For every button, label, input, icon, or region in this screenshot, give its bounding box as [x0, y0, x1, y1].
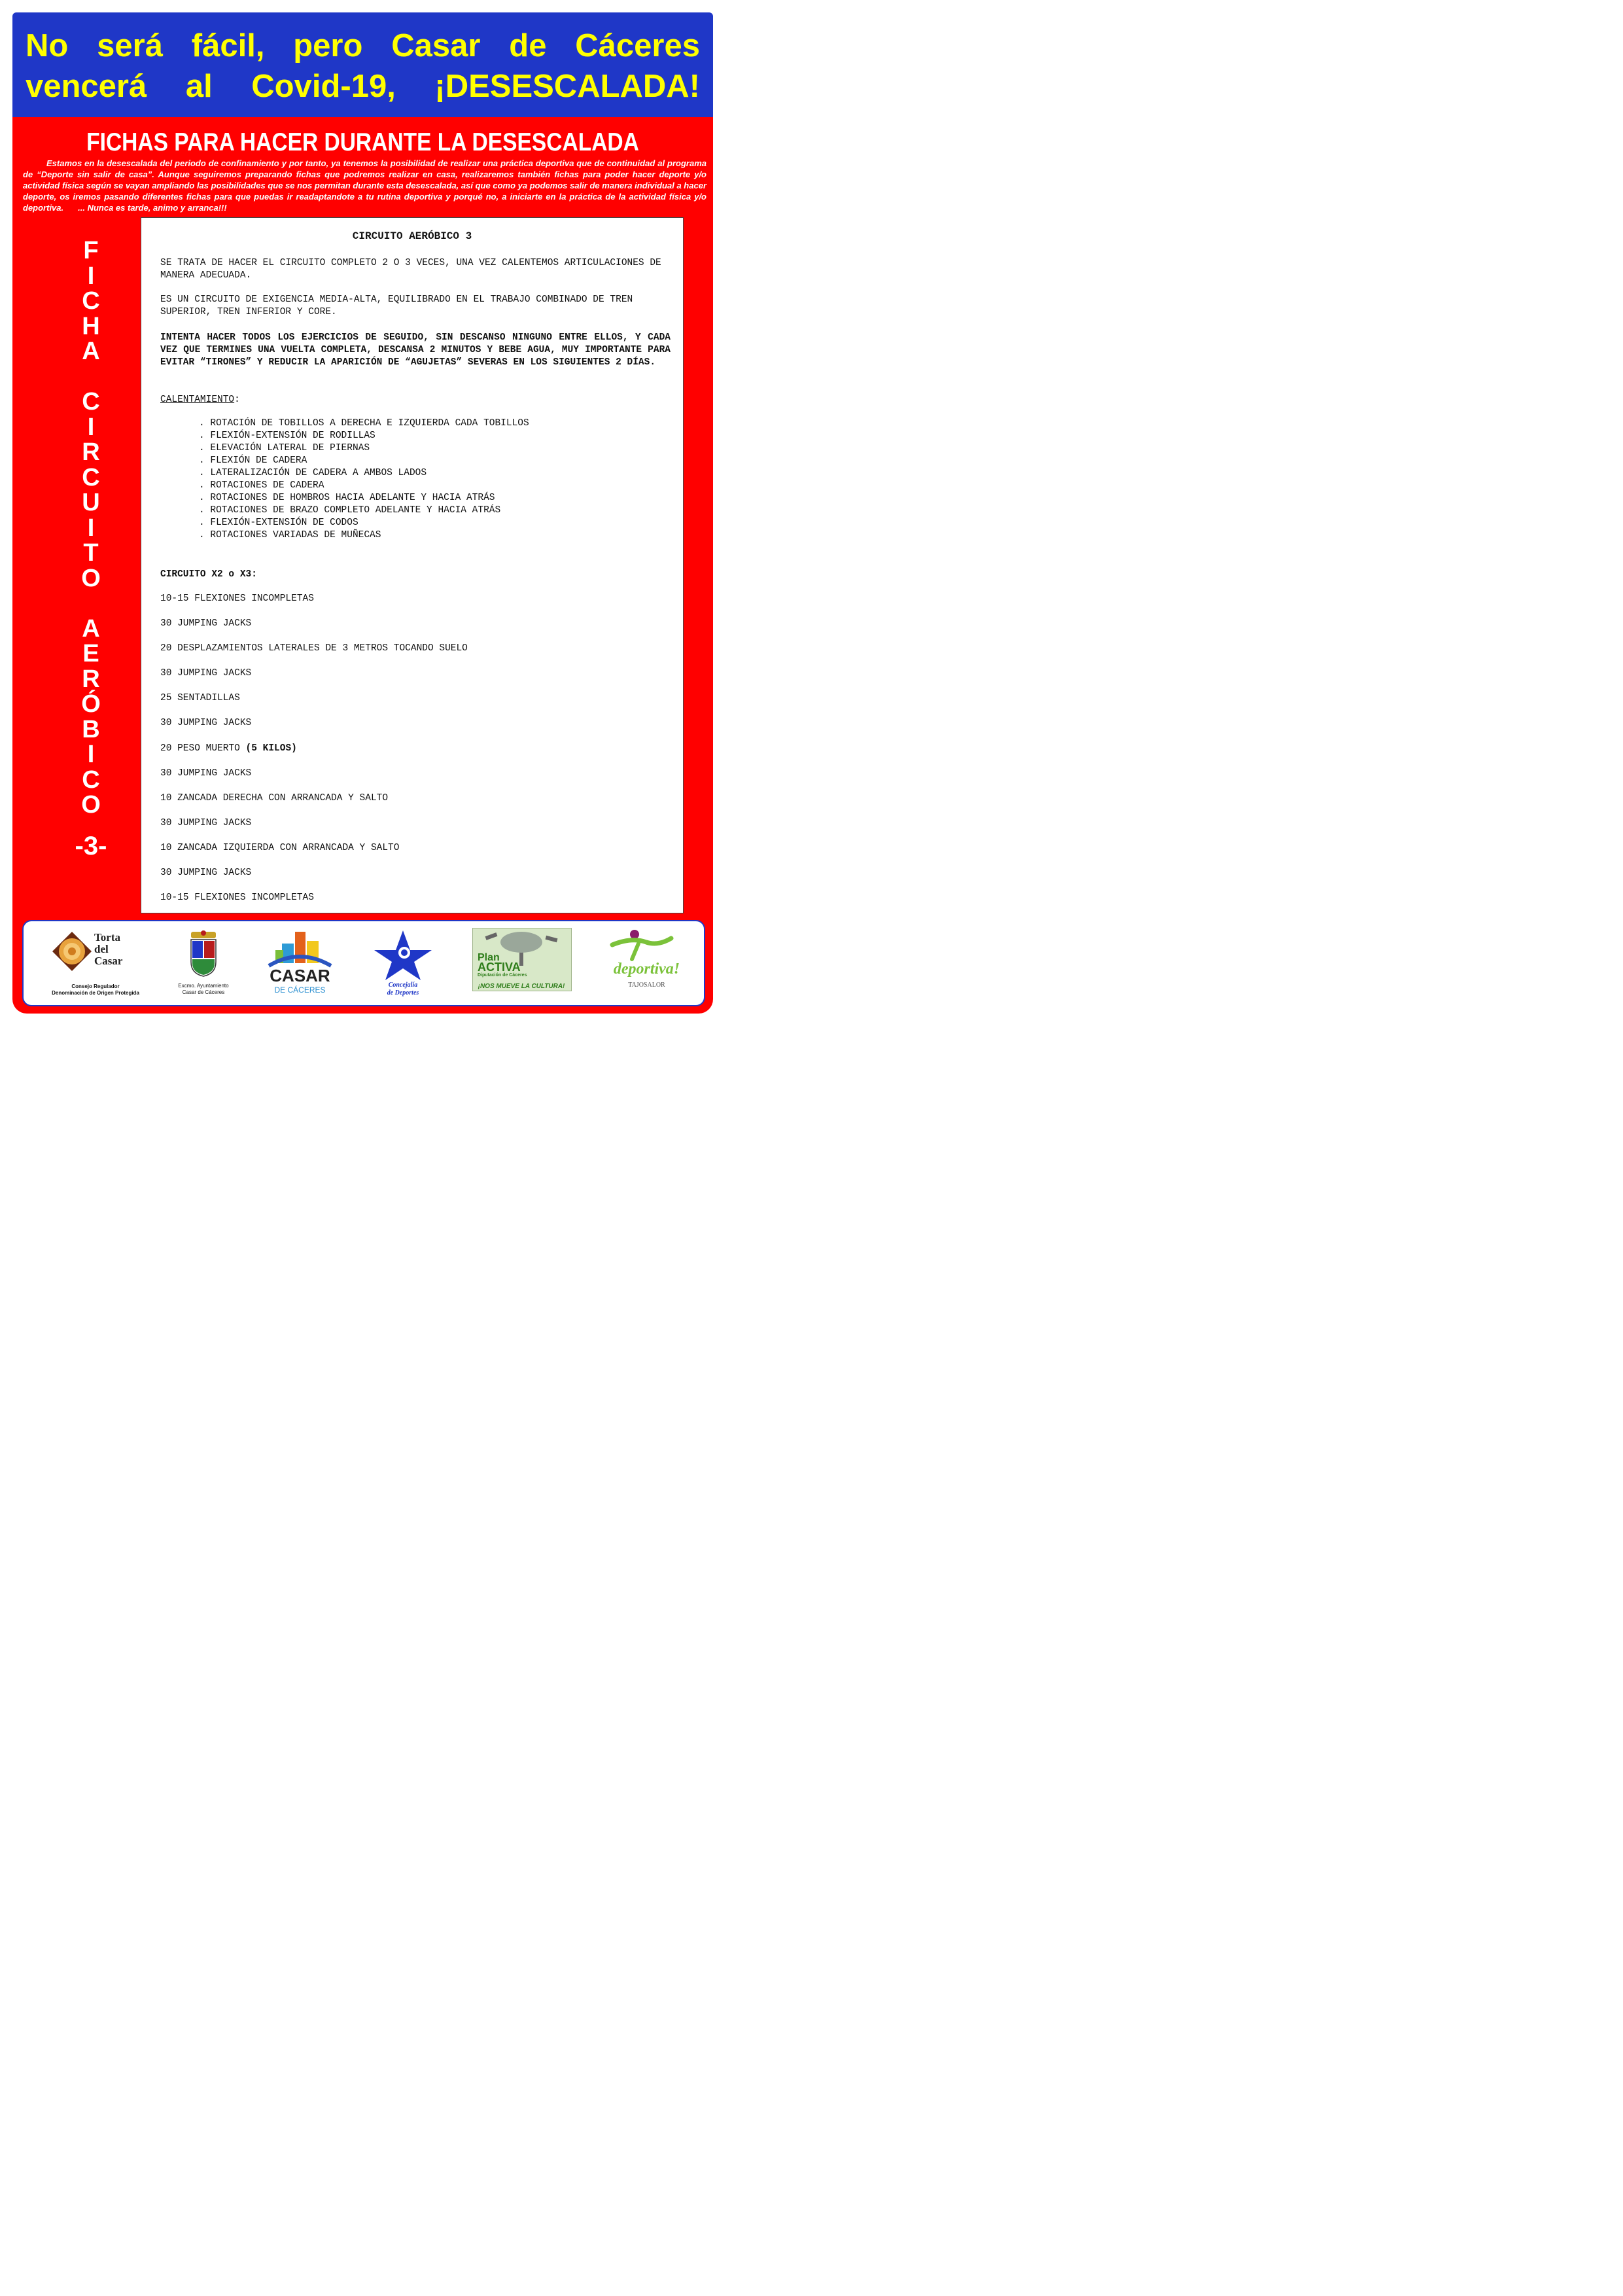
sheet-paragraph-3: INTENTA HACER TODOS LOS EJERCICIOS DE SEGUIDO, SIN DESCANSO NINGUNO ENTRE ELLOS, Y CADA VEZ QUE TERMINES UNA VUELTA COMPLETA, DESCANSA 2 MINUTOS Y BEBE AGUA, MUY IMPORTANTE PARA EVITAR “TIRONES” Y REDUCIR LA APARICIÓN DE “AGUJETAS” SEVERAS EN LOS SIGUIENTES 2 DÍAS. — [160, 332, 671, 368]
warmup-item: . FLEXIÓN DE CADERA — [199, 455, 307, 466]
header-title: No será fácil, pero Casar de Cáceres vencerá al Covid-19, ¡DESESCALADA! — [26, 28, 700, 104]
runner-icon — [606, 928, 688, 964]
circuit-item — [160, 768, 468, 792]
vertical-letter: C — [82, 388, 100, 415]
circuit-item-text: 10-15 FLEXIONES INCOMPLETAS — [160, 892, 314, 904]
warmup-item: . ROTACIONES VARIADAS DE MUÑECAS — [199, 530, 381, 540]
ayuntamiento-caption1: Excmo. Ayuntamiento — [178, 983, 229, 989]
vertical-letter: C — [82, 766, 100, 794]
warmup-item: . FLEXIÓN-EXTENSIÓN DE CODOS — [199, 518, 358, 528]
town-skyline-icon — [262, 928, 338, 968]
circuit-item — [160, 717, 468, 742]
warmup-list — [199, 417, 529, 542]
vertical-label-aerobico — [50, 616, 131, 818]
header-banner — [12, 12, 713, 117]
circuit-item — [160, 692, 468, 717]
warmup-heading: CALENTAMIENTO: — [160, 395, 240, 405]
coat-of-arms-icon — [167, 928, 239, 980]
circuit-item-text: 30 JUMPING JACKS — [160, 768, 252, 779]
torta-caption2: Denominación de Origen Protegida — [52, 990, 139, 996]
circuit-item — [160, 892, 468, 917]
warmup-item: . LATERALIZACIÓN DE CADERA A AMBOS LADOS — [199, 468, 427, 478]
circuit-item-text: 30 JUMPING JACKS — [160, 668, 252, 679]
warmup-heading-text: CALENTAMIENTO — [160, 395, 235, 405]
vertical-letter: F — [83, 237, 99, 264]
sheet-title: CIRCUITO AERÓBICO 3 — [352, 230, 472, 242]
exercise-sheet — [141, 217, 684, 913]
vertical-label-number: -3- — [75, 831, 107, 860]
circuit-item-text: 10-15 FLEXIONES INCOMPLETAS — [160, 593, 314, 604]
vertical-label-ficha — [50, 238, 131, 364]
ayuntamiento-logo — [167, 928, 239, 1000]
plan-activa-line2: ACTIVA — [478, 961, 521, 974]
torta-caption1: Consejo Regulador — [71, 983, 120, 989]
circuit-list — [160, 593, 468, 917]
circuit-item-text: 30 JUMPING JACKS — [160, 817, 252, 828]
torta-line2: del — [94, 943, 109, 955]
peso-muerto-note: (5 KILOS) — [239, 743, 297, 754]
vertical-letter: A — [82, 338, 100, 365]
circuit-item-text: 20 DESPLAZAMIENTOS LATERALES DE 3 METROS TOCANDO SUELO — [160, 643, 468, 654]
vertical-letter: R — [82, 665, 100, 693]
plan-activa-logo — [472, 928, 570, 1000]
plan-activa-line1: Plan — [478, 952, 500, 963]
warmup-item: . ROTACIONES DE HOMBROS HACIA ADELANTE Y HACIA ATRÁS — [199, 493, 495, 503]
vertical-letter: H — [82, 312, 100, 340]
vertical-label — [50, 238, 131, 858]
sheet-paragraph-1: SE TRATA DE HACER EL CIRCUITO COMPLETO 2 O 3 VECES, UNA VEZ CALENTEMOS ARTICULACIONES DE MANERA ADECUADA. — [160, 258, 661, 281]
circuit-item — [160, 618, 468, 643]
ayuntamiento-caption2: Casar de Cáceres — [182, 989, 225, 995]
circuit-item — [160, 792, 468, 817]
vertical-label-circuito — [50, 389, 131, 591]
circuit-item-text: 10 ZANCADA IZQUIERDA CON ARRANCADA Y SALTO — [160, 842, 400, 853]
plan-activa-line3: Diputación de Cáceres — [478, 973, 527, 978]
circuit-heading: CIRCUITO X2 o X3: — [160, 569, 257, 580]
vertical-letter: C — [82, 287, 100, 315]
warmup-item: . ROTACIONES DE CADERA — [199, 480, 324, 491]
circuit-item — [160, 867, 468, 892]
vertical-letter: I — [87, 413, 95, 441]
warmup-item: . ELEVACIÓN LATERAL DE PIERNAS — [199, 443, 370, 453]
warmup-item: . ROTACIÓN DE TOBILLOS A DERECHA E IZQUIERDA CADA TOBILLOS — [199, 418, 529, 429]
torta-line1: Torta — [94, 931, 120, 944]
circuit-item — [160, 667, 468, 692]
deportiva-sub: TAJOSALOR — [628, 981, 665, 989]
sheet-paragraph-2: ES UN CIRCUITO DE EXIGENCIA MEDIA-ALTA, EQUILIBRADO EN EL TRABAJO COMBINADO DE TREN SUPERIOR, TREN INFERIOR Y CORE. — [160, 294, 633, 317]
star-athlete-icon — [370, 928, 436, 980]
deportiva-logo — [606, 928, 688, 1000]
casar-line2: DE CÁCERES — [274, 985, 326, 995]
circuit-item — [160, 842, 468, 867]
warmup-item: . FLEXIÓN-EXTENSIÓN DE RODILLAS — [199, 431, 375, 441]
intro-tail: ... Nunca es tarde, animo y arranca!!! — [78, 203, 227, 213]
main-panel — [12, 117, 713, 1014]
circuit-item — [160, 593, 468, 618]
circuit-item — [160, 643, 468, 667]
vertical-letter: E — [82, 640, 99, 667]
vertical-letter: I — [87, 741, 95, 768]
casar-line1: CASAR — [270, 966, 330, 985]
casar-de-caceres-logo — [262, 928, 338, 1000]
circuit-item-text: 30 JUMPING JACKS — [160, 868, 252, 879]
circuit-item-text: 20 PESO MUERTO — [160, 743, 240, 754]
vertical-letter: C — [82, 463, 100, 491]
section-title: FICHAS PARA HACER DURANTE LA DESESCALADA — [86, 128, 639, 156]
vertical-letter: U — [82, 489, 100, 516]
vertical-letter: O — [81, 791, 101, 819]
circuit-item-text: 25 SENTADILLAS — [160, 693, 240, 704]
concejalia-line1: Concejalía — [388, 981, 418, 989]
vertical-letter: I — [87, 514, 95, 542]
vertical-letter: R — [82, 438, 100, 466]
concejalia-logo — [370, 928, 436, 1000]
torta-line3: Casar — [94, 955, 123, 967]
vertical-letter: T — [83, 539, 99, 567]
plan-activa-line4: ¡NOS MUEVE LA CULTURA! — [478, 983, 565, 990]
circuit-item — [160, 743, 468, 768]
vertical-letter: I — [87, 262, 95, 290]
vertical-letter: A — [82, 614, 100, 643]
deportiva-text: deportiva! — [613, 961, 680, 978]
vertical-letter: B — [82, 715, 100, 743]
vertical-letter: O — [81, 564, 101, 592]
intro-body: Estamos en la desescalada del periodo de confinamiento y por tanto, ya tenemos la posibilidad de realizar una práctica deportiva que de continuidad al programa de “Deporte sin salir de casa”. Aunque seguiremos preparando fichas que podremos realizar en casa, realizaremos también fichas para poder hacer deporte y/o actividad física según se vayan ampliando las posibilidades que se nos permitan durante esta desescalada, así que como ya podemos salir de manera individual a hacer deporte, os iremos pasando diferentes fichas para que puedas ir readaptandote a tu rutina deportiva y porqué no, a iniciarte en la práctica de la actividad física y/o deportiva. — [23, 158, 707, 213]
vertical-letter: Ó — [81, 690, 101, 718]
warmup-item: . ROTACIONES DE BRAZO COMPLETO ADELANTE Y HACIA ATRÁS — [199, 505, 501, 516]
concejalia-line2: de Deportes — [387, 989, 419, 997]
circuit-item — [160, 817, 468, 842]
intro-text — [23, 158, 707, 213]
sponsor-footer — [22, 920, 705, 1006]
circuit-item-text: 10 ZANCADA DERECHA CON ARRANCADA Y SALTO — [160, 792, 389, 804]
circuit-item-text: 30 JUMPING JACKS — [160, 618, 252, 629]
circuit-item-text: 30 JUMPING JACKS — [160, 718, 252, 729]
torta-del-casar-logo — [50, 928, 141, 1000]
